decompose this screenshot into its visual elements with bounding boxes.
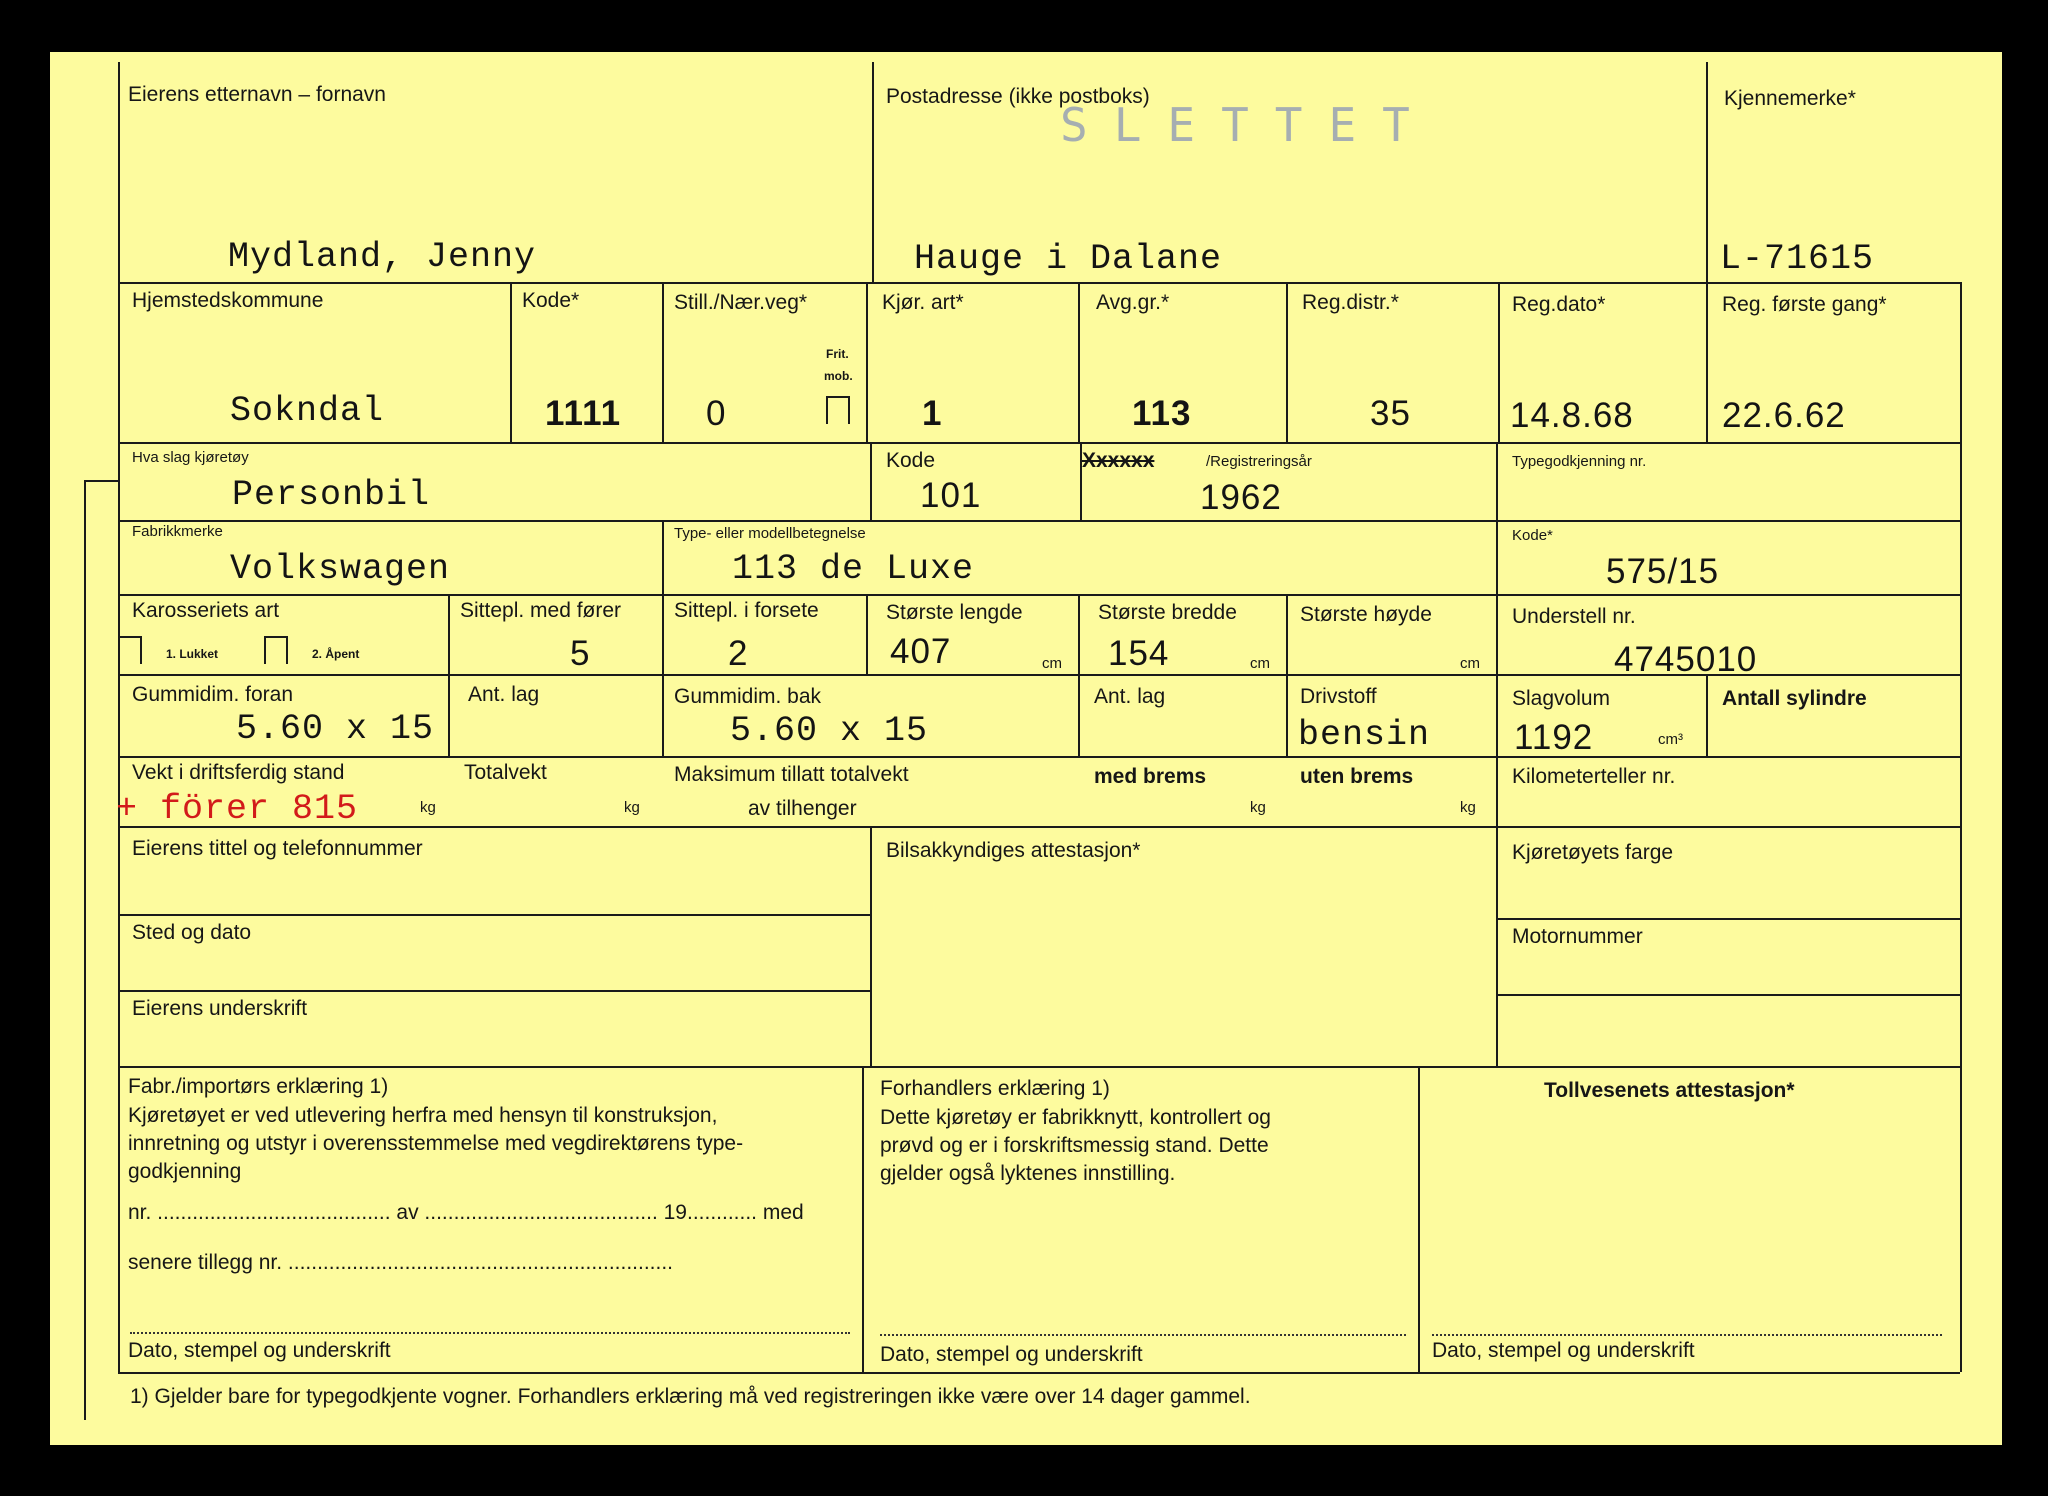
antlag-bak-label: Ant. lag <box>1094 685 1166 708</box>
tittel-label: Eierens tittel og telefonnummer <box>132 837 423 860</box>
slagvolum-value: 1192 <box>1514 718 1594 757</box>
fabr-title: Fabr./importørs erklæring 1) <box>128 1075 389 1098</box>
slettet-stamp: SLETTET <box>1060 98 1436 152</box>
address-value: Hauge i Dalane <box>914 239 1223 279</box>
registration-card <box>50 52 2002 1445</box>
forh-text <box>880 1104 1271 1188</box>
forh-line: prøvd og er i forskriftsmessig stand. Dette <box>880 1134 1269 1157</box>
fabr-dato-label: Dato, stempel og underskrift <box>128 1339 391 1362</box>
understell-value: 4745010 <box>1614 640 1758 679</box>
plate-value: L-71615 <box>1720 239 1875 279</box>
lengde-unit: cm <box>1042 655 1062 672</box>
model-kode-label: Kode* <box>1512 527 1553 544</box>
avg-value: 113 <box>1132 394 1192 433</box>
fabr-line: Kjøretøyet er ved utlevering herfra med hensyn til konstruksjon, <box>128 1104 718 1127</box>
toll-dato-label: Dato, stempel og underskrift <box>1432 1339 1695 1362</box>
gummi-foran-value: 5.60 x 15 <box>236 709 435 749</box>
understell-label: Understell nr. <box>1512 605 1636 628</box>
kommune-kode-value: 1111 <box>545 394 622 433</box>
plate-label: Kjennemerke* <box>1724 87 1856 110</box>
kjor-art-value: 1 <box>922 394 943 433</box>
maks-label: Maksimum tillatt totalvekt <box>674 763 909 786</box>
model-value: 113 de Luxe <box>732 549 975 589</box>
frit-label: Frit. <box>826 347 849 361</box>
vehicle-type-label: Hva slag kjøretøy <box>132 449 249 466</box>
fabr-text <box>128 1102 743 1186</box>
mob-label: mob. <box>824 369 853 383</box>
bredde-value: 154 <box>1108 634 1170 673</box>
km-label: Kilometerteller nr. <box>1512 765 1676 788</box>
kommune-value: Sokndal <box>230 391 385 431</box>
gummi-foran-label: Gummidim. foran <box>132 683 294 706</box>
slagvolum-label: Slagvolum <box>1512 687 1611 710</box>
kommune-kode-label: Kode* <box>522 289 580 312</box>
karosseri-label: Karosseriets art <box>132 599 280 622</box>
hoyde-unit: cm <box>1460 655 1480 672</box>
vehicle-type-value: Personbil <box>232 475 431 515</box>
kjor-art-label: Kjør. art* <box>882 291 964 314</box>
forh-line: gjelder også lyktenes innstilling. <box>880 1162 1176 1185</box>
antlag-foran-label: Ant. lag <box>468 683 540 706</box>
sylindre-label: Antall sylindre <box>1722 687 1867 710</box>
underskrift-label: Eierens underskrift <box>132 997 308 1020</box>
tillegg-line: senere tillegg nr. .................................................................. <box>128 1251 674 1274</box>
regdato-value: 14.8.68 <box>1510 396 1634 435</box>
fabr-line: godkjenning <box>128 1160 242 1183</box>
still-label: Still./Nær.veg* <box>674 291 808 314</box>
vekt-unit: kg <box>420 799 436 816</box>
regdistr-label: Reg.distr.* <box>1302 291 1399 314</box>
address-label: Postadresse (ikke postboks) <box>886 85 1150 108</box>
medbrems-unit: kg <box>1250 799 1266 816</box>
lukket-checkbox[interactable] <box>120 636 142 664</box>
frit-mob-checkbox[interactable] <box>826 396 850 424</box>
avg-label: Avg.gr.* <box>1096 291 1170 314</box>
sitt-forsete-value: 2 <box>728 634 749 673</box>
tilhenger-label: av tilhenger <box>748 797 857 820</box>
regdistr-value: 35 <box>1370 394 1411 433</box>
footnote: 1) Gjelder bare for typegodkjente vogner. Forhandlers erklæring må ved registreringen ikke være over 14 dager gammel. <box>130 1385 1251 1408</box>
apent-label: 2. Åpent <box>312 647 360 661</box>
bilsak-label: Bilsakkyndiges attestasjon* <box>886 839 1141 862</box>
medbrems-label: med brems <box>1094 765 1207 788</box>
hoyde-label: Største høyde <box>1300 603 1432 626</box>
lukket-label: 1. Lukket <box>166 647 219 661</box>
type-kode-value: 101 <box>920 476 982 515</box>
slagvolum-unit: cm³ <box>1658 731 1683 748</box>
make-value: Volkswagen <box>230 549 451 589</box>
gummi-bak-label: Gummidim. bak <box>674 685 822 708</box>
owner-value: Mydland, Jenny <box>228 237 537 277</box>
drivstoff-value: bensin <box>1298 715 1431 755</box>
totalvekt-unit: kg <box>624 799 640 816</box>
sitt-forsete-label: Sittepl. i forsete <box>674 599 819 622</box>
forh-title: Forhandlers erklæring 1) <box>880 1077 1110 1100</box>
totalvekt-label: Totalvekt <box>464 761 547 784</box>
toll-title: Tollvesenets attestasjon* <box>1544 1079 1795 1102</box>
forh-line: Dette kjøretøy er fabrikknytt, kontrollert og <box>880 1106 1271 1129</box>
type-kode-label: Kode <box>886 449 936 472</box>
farge-label: Kjøretøyets farge <box>1512 841 1674 864</box>
typegodkjenning-label: Typegodkjenning nr. <box>1512 453 1647 470</box>
model-label: Type- eller modellbetegnelse <box>674 525 866 542</box>
sitt-forer-value: 5 <box>570 634 591 673</box>
lengde-value: 407 <box>890 632 952 671</box>
apent-checkbox[interactable] <box>264 636 288 664</box>
sitt-forer-label: Sittepl. med fører <box>460 599 622 622</box>
bredde-unit: cm <box>1250 655 1270 672</box>
drivstoff-label: Drivstoff <box>1300 685 1377 708</box>
year-label: /Registreringsår <box>1206 453 1312 470</box>
still-value: 0 <box>706 394 727 433</box>
sted-label: Sted og dato <box>132 921 252 944</box>
vekt-value: + förer 815 <box>116 789 359 829</box>
regforste-label: Reg. første gang* <box>1722 293 1887 316</box>
utenbrems-label: uten brems <box>1300 765 1414 788</box>
nr-line: nr. ........................................ av ........................................ 19............ med <box>128 1201 804 1224</box>
year-value: 1962 <box>1200 478 1282 517</box>
model-kode-value: 575/15 <box>1606 552 1720 591</box>
motor-label: Motornummer <box>1512 925 1643 948</box>
make-label: Fabrikkmerke <box>132 523 223 540</box>
lengde-label: Største lengde <box>886 601 1023 624</box>
gummi-bak-value: 5.60 x 15 <box>730 711 929 751</box>
forh-dato-label: Dato, stempel og underskrift <box>880 1343 1143 1366</box>
utenbrems-unit: kg <box>1460 799 1476 816</box>
vekt-label: Vekt i driftsferdig stand <box>132 761 345 784</box>
bredde-label: Største bredde <box>1098 601 1237 624</box>
regdato-label: Reg.dato* <box>1512 293 1606 316</box>
owner-label: Eierens etternavn – fornavn <box>128 83 386 106</box>
year-struck-text: Xxxxxx <box>1082 449 1155 472</box>
kommune-label: Hjemstedskommune <box>132 289 324 312</box>
regforste-value: 22.6.62 <box>1722 396 1846 435</box>
fabr-line: innretning og utstyr i overensstemmelse med vegdirektørens type- <box>128 1132 744 1155</box>
